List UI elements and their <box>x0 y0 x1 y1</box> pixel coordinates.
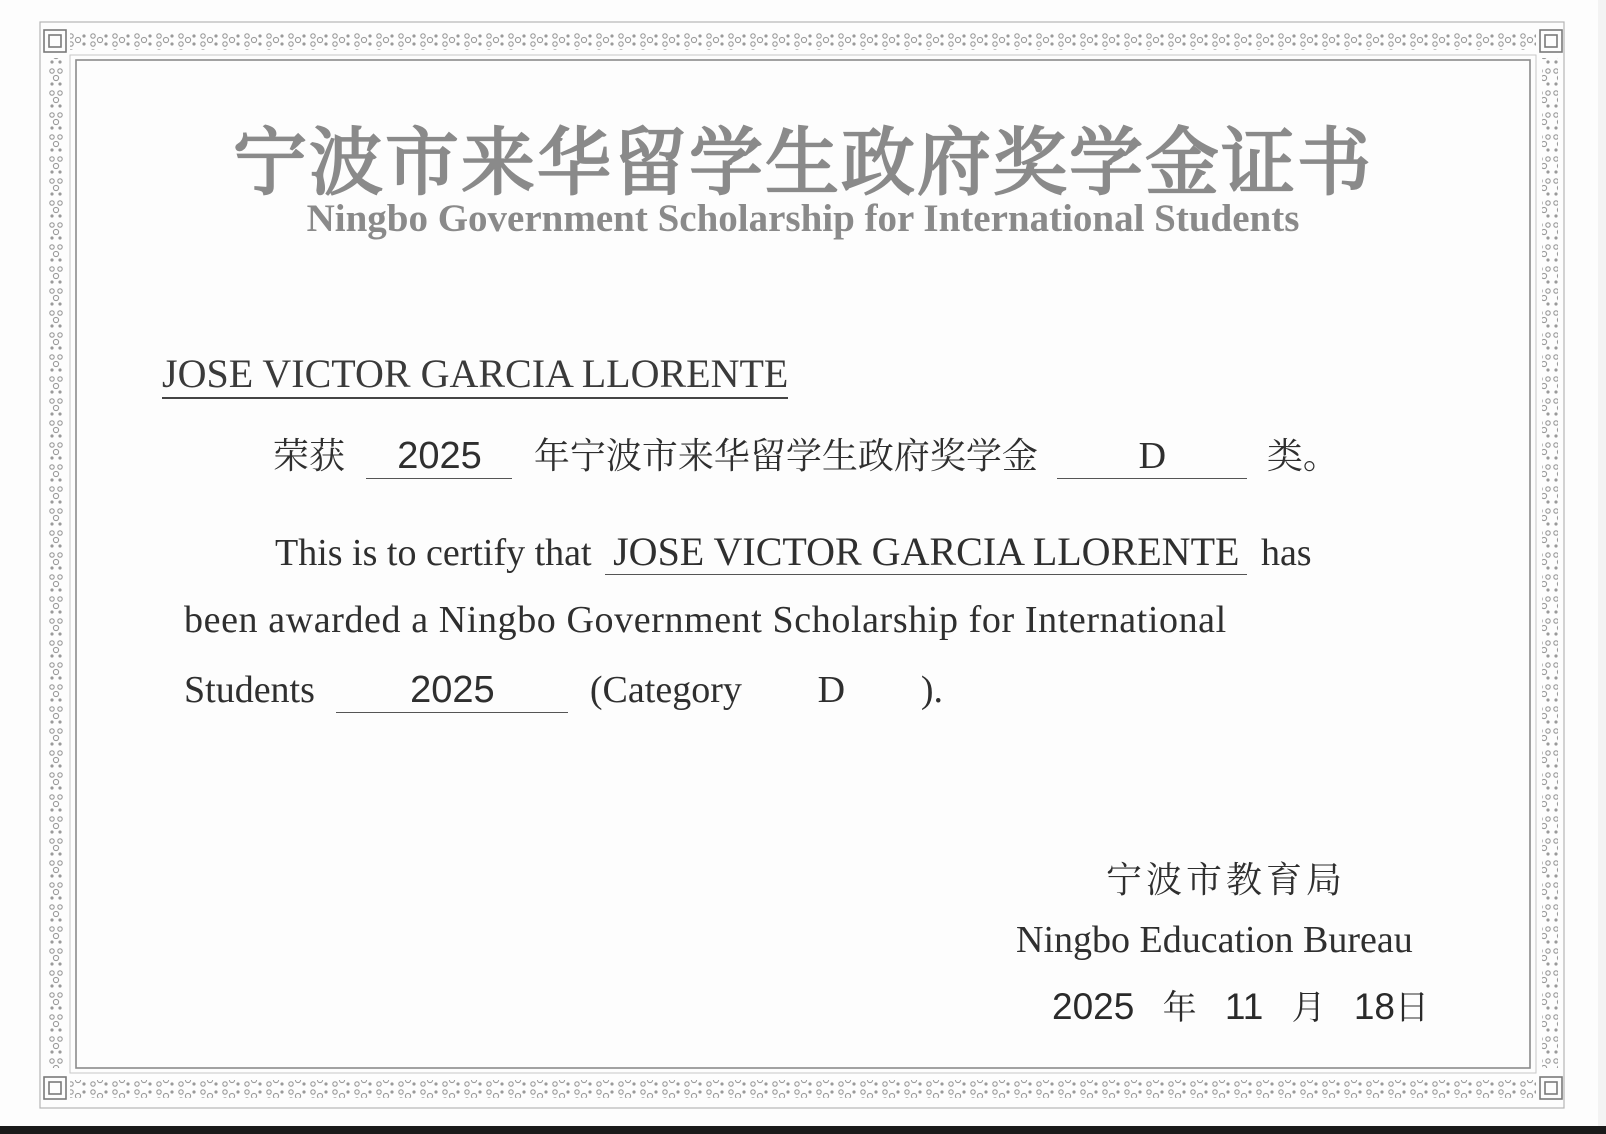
scan-edge-bottom <box>0 1126 1606 1134</box>
award-statement-chinese <box>273 428 1339 479</box>
award-statement-english-line1 <box>275 530 1312 575</box>
en-line1-suffix: has <box>1260 532 1312 574</box>
award-statement-english-line3 <box>184 668 943 713</box>
issuer-name-chinese: 宁波市教育局 <box>1106 860 1347 901</box>
en-category-open: (Category <box>589 669 742 711</box>
issue-month-char: 月 <box>1291 988 1326 1028</box>
issue-year-char: 年 <box>1162 988 1197 1028</box>
issue-day-char: 日 <box>1395 988 1430 1028</box>
en-line3-prefix: Students <box>184 669 315 711</box>
en-category-close: ). <box>920 669 944 711</box>
en-line1-prefix: This is to certify that <box>275 532 592 574</box>
certificate-title-chinese: 宁波市来华留学生政府奖学金证书 <box>233 120 1373 206</box>
recipient-name: JOSE VICTOR GARCIA LLORENTE <box>162 352 788 399</box>
issuer-name-english: Ningbo Education Bureau <box>1016 919 1413 961</box>
cn-middle-text: 年宁波市来华留学生政府奖学金 <box>533 436 1038 477</box>
en-award-year: 2025 <box>336 669 568 713</box>
en-recipient-name: JOSE VICTOR GARCIA LLORENTE <box>605 530 1247 575</box>
issue-date <box>1052 980 1429 1029</box>
issue-month: 11 <box>1224 986 1264 1027</box>
scan-edge-right <box>1598 0 1606 1126</box>
cn-suffix: 类。 <box>1266 436 1339 477</box>
cn-prefix: 荣获 <box>273 436 346 477</box>
award-statement-english-line2: been awarded a Ningbo Government Scholarship for International <box>184 599 1227 641</box>
cn-award-category: D <box>1057 434 1247 479</box>
cn-award-year: 2025 <box>366 435 512 479</box>
en-award-category: D <box>817 669 846 711</box>
certificate-title-english: Ningbo Government Scholarship for International Students <box>306 197 1300 240</box>
issue-day: 18 <box>1353 986 1396 1027</box>
issue-year: 2025 <box>1052 986 1135 1027</box>
